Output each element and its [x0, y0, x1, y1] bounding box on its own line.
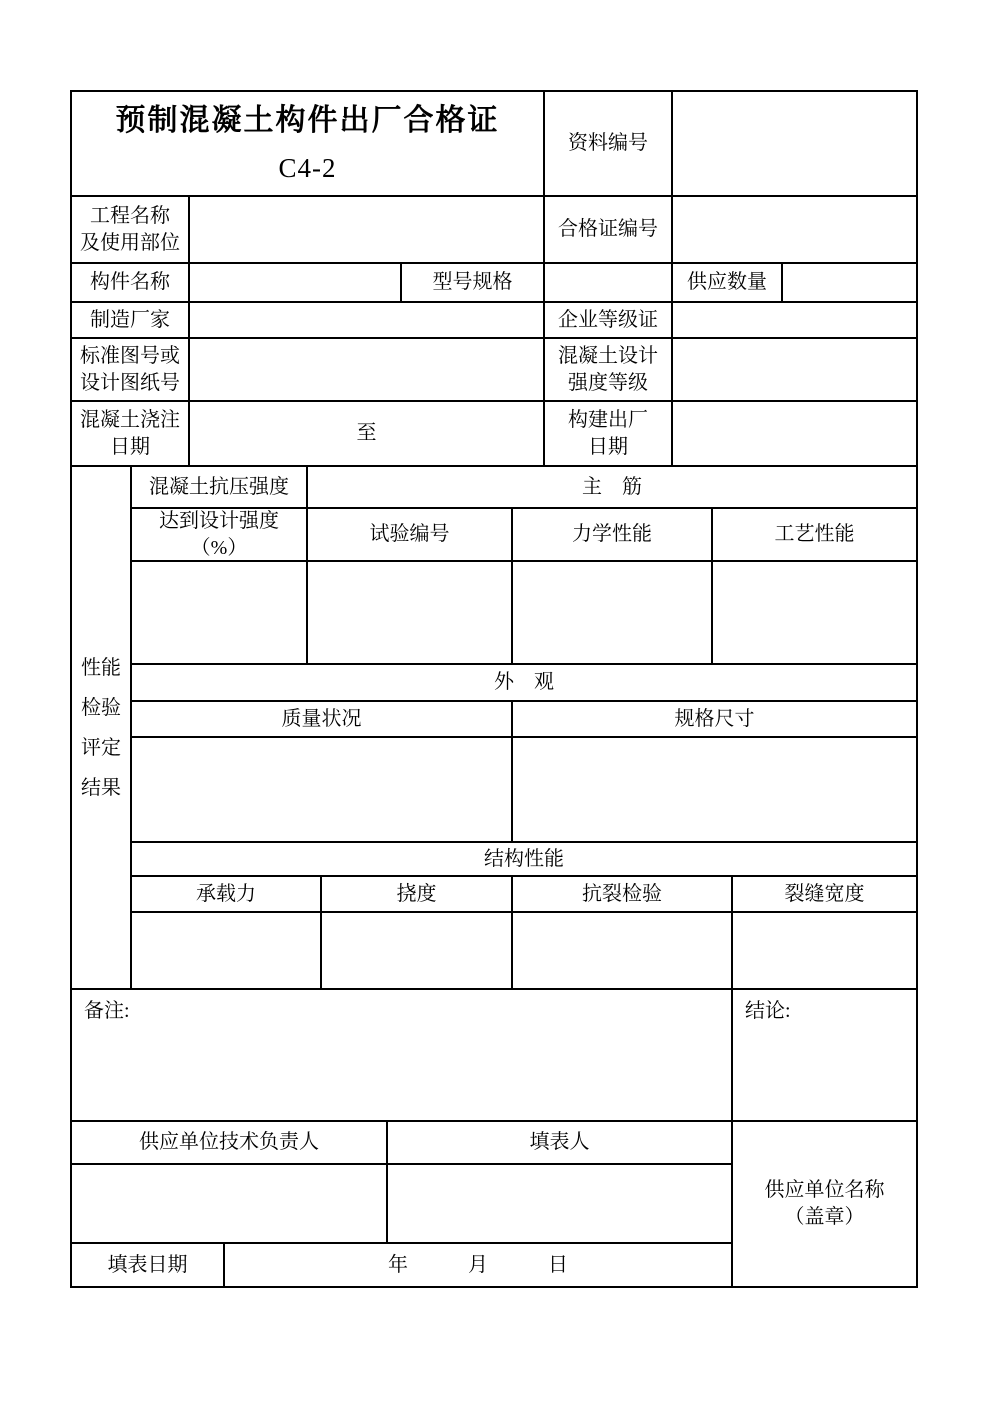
pour-date-label: 混凝土浇注 日期	[72, 402, 188, 465]
component-label: 构件名称	[72, 264, 188, 301]
main-rebar-label: 主 筋	[308, 467, 916, 507]
filler-signature[interactable]	[388, 1165, 731, 1242]
design-strength-value[interactable]	[132, 562, 306, 663]
mechanical-value[interactable]	[513, 562, 711, 663]
manufacturer-value[interactable]	[190, 303, 543, 337]
model-label: 型号规格	[402, 264, 543, 301]
deflection-label: 挠度	[322, 877, 511, 911]
delivery-date-label: 构建出厂 日期	[545, 402, 671, 465]
compressive-label: 混凝土抗压强度	[132, 467, 306, 507]
fill-date-value[interactable]: 年 月 日	[225, 1244, 731, 1286]
bearing-value[interactable]	[132, 913, 320, 988]
doc-no-value[interactable]	[673, 92, 916, 195]
structural-label: 结构性能	[132, 843, 916, 875]
design-strength-label: 达到设计强度 （%）	[132, 509, 306, 560]
qty-label: 供应数量	[673, 264, 781, 301]
conclusion-label: 结论:	[745, 1000, 791, 1022]
form-code: C4-2	[278, 152, 337, 183]
grade-cert-label: 企业等级证	[545, 303, 671, 337]
test-no-value[interactable]	[308, 562, 511, 663]
crack-test-label: 抗裂检验	[513, 877, 731, 911]
process-label: 工艺性能	[713, 509, 916, 560]
test-no-label: 试验编号	[308, 509, 511, 560]
deflection-value[interactable]	[322, 913, 511, 988]
to-label: 至	[356, 422, 377, 444]
strength-grade-value[interactable]	[673, 339, 916, 400]
crack-width-value[interactable]	[733, 913, 916, 988]
strength-grade-label: 混凝土设计 强度等级	[545, 339, 671, 400]
drawing-label: 标准图号或 设计图纸号	[72, 339, 188, 400]
grade-cert-value[interactable]	[673, 303, 916, 337]
mechanical-label: 力学性能	[513, 509, 711, 560]
bearing-label: 承载力	[132, 877, 320, 911]
cert-no-value[interactable]	[673, 197, 916, 262]
cert-no-label: 合格证编号	[545, 197, 671, 262]
performance-section-label: 性能 检验 评定 结果	[72, 467, 130, 988]
crack-test-value[interactable]	[513, 913, 731, 988]
appearance-label: 外 观	[132, 665, 916, 700]
process-value[interactable]	[713, 562, 916, 663]
filler-label: 填表人	[388, 1122, 731, 1163]
quality-label: 质量状况	[132, 702, 511, 736]
supplier-seal-cell: 供应单位名称 （盖章）	[733, 1122, 916, 1286]
remarks-cell[interactable]	[72, 990, 731, 1120]
tech-lead-signature[interactable]	[72, 1165, 386, 1242]
doc-no-label: 资料编号	[545, 92, 671, 195]
manufacturer-label: 制造厂家	[72, 303, 188, 337]
project-value[interactable]	[190, 197, 543, 262]
drawing-value[interactable]	[190, 339, 543, 400]
size-label: 规格尺寸	[513, 702, 916, 736]
model-value[interactable]	[545, 264, 671, 301]
qty-value[interactable]	[783, 264, 916, 301]
form-title-cell	[72, 92, 543, 195]
delivery-date-value[interactable]	[673, 402, 916, 465]
project-label: 工程名称 及使用部位	[72, 197, 188, 262]
form-title: 预制混凝土构件出厂合格证	[115, 103, 500, 137]
tech-lead-label: 供应单位技术负责人	[72, 1122, 386, 1163]
crack-width-label: 裂缝宽度	[733, 877, 916, 911]
conclusion-cell[interactable]	[733, 990, 916, 1120]
size-value[interactable]	[513, 738, 916, 841]
quality-value[interactable]	[132, 738, 511, 841]
component-value[interactable]	[190, 264, 400, 301]
remarks-label: 备注:	[84, 1000, 130, 1022]
pour-date-range-cell[interactable]	[190, 402, 543, 465]
certificate-form-table	[70, 90, 918, 1288]
fill-date-label: 填表日期	[72, 1244, 223, 1286]
